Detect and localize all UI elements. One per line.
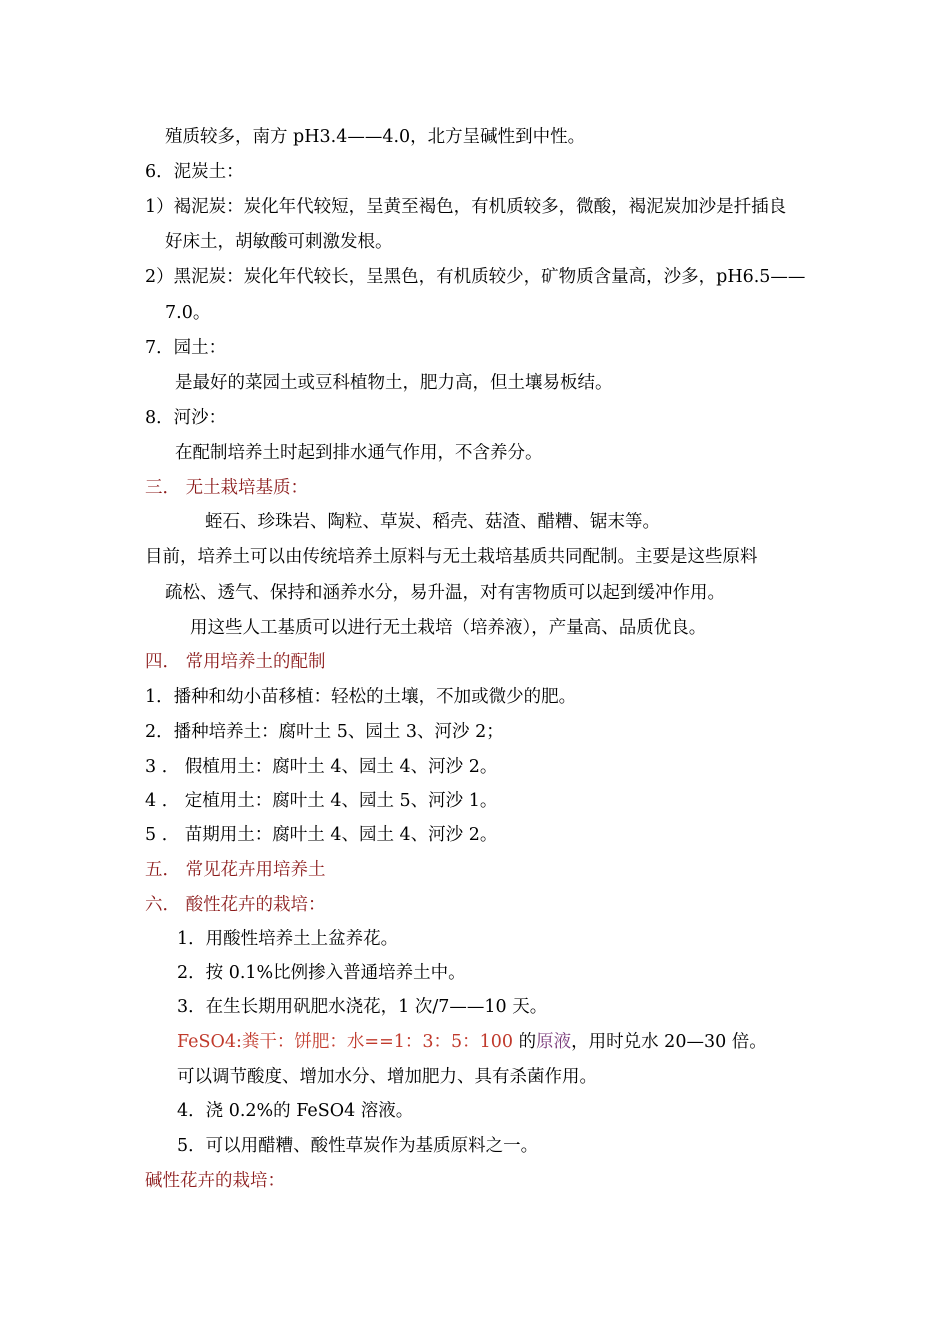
list-item: 4 ． 定植用土：腐叶土 4、园土 5、河沙 1。 (145, 791, 498, 811)
list-item: 5．可以用醋糟、酸性草炭作为基质原料之一。 (177, 1136, 539, 1156)
text-line: 目前，培养土可以由传统培养土原料与无土栽培基质共同配制。主要是这些原料 (145, 547, 758, 567)
text-line: 是最好的菜园土或豆科植物土，肥力高，但土壤易板结。 (175, 373, 613, 393)
highlight-term: 原液 (536, 1032, 572, 1052)
text-fragment: 的 (513, 1032, 537, 1052)
section-heading: 碱性花卉的栽培： (145, 1171, 285, 1191)
section-heading: 三． 无土栽培基质： (145, 478, 309, 498)
text-line: 用这些人工基质可以进行无土栽培（培养液），产量高、品质优良。 (190, 618, 707, 638)
list-item: 4．浇 0.2%的 FeSO4 溶液。 (177, 1101, 414, 1121)
list-item: 2．按 0.1%比例掺入普通培养土中。 (177, 963, 466, 983)
list-item: 1．用酸性培养土上盆养花。 (177, 929, 399, 949)
text-line: 疏松、透气、保持和涵养水分，易升温，对有害物质可以起到缓冲作用。 (165, 583, 725, 603)
formula-text: FeSO4:粪干：饼肥：水==1：3：5：100 (177, 1032, 514, 1052)
text-line: 7.0。 (165, 303, 211, 323)
list-item: 1．播种和幼小苗移植：轻松的土壤，不加或微少的肥。 (145, 687, 577, 707)
list-item-heading: 8．河沙： (145, 408, 227, 428)
list-item: 5 ． 苗期用土：腐叶土 4、园土 4、河沙 2。 (145, 825, 498, 845)
text-line: 可以调节酸度、增加水分、增加肥力、具有杀菌作用。 (177, 1067, 597, 1087)
text-line: 蛭石、珍珠岩、陶粒、草炭、稻壳、菇渣、醋糟、锯末等。 (205, 512, 660, 532)
list-item: 3 ． 假植用土：腐叶土 4、园土 4、河沙 2。 (145, 757, 498, 777)
section-heading: 五． 常见花卉用培养土 (145, 860, 326, 880)
text-line: 好床土，胡敏酸可刺激发根。 (165, 232, 393, 252)
formula-line (177, 1030, 767, 1054)
text-line: 殖质较多，南方 pH3.4——4.0，北方呈碱性到中性。 (165, 127, 586, 147)
list-item-heading: 7．园土： (145, 338, 227, 358)
text-line: 1）褐泥炭：炭化年代较短，呈黄至褐色，有机质较多，微酸，褐泥炭加沙是扦插良 (145, 197, 787, 217)
text-line: 在配制培养土时起到排水通气作用，不含养分。 (175, 443, 543, 463)
list-item: 2．播种培养土：腐叶土 5、园土 3、河沙 2； (145, 722, 504, 742)
section-heading: 六． 酸性花卉的栽培： (145, 895, 326, 915)
text-line: 2）黑泥炭：炭化年代较长，呈黑色，有机质较少，矿物质含量高，沙多，pH6.5—— (145, 267, 806, 287)
section-heading: 四． 常用培养土的配制 (145, 652, 326, 672)
list-item-heading: 6．泥炭土： (145, 162, 244, 182)
text-fragment: ，用时兑水 20—30 倍。 (571, 1032, 767, 1052)
list-item: 3．在生长期用矾肥水浇花，1 次/7——10 天。 (177, 997, 548, 1017)
